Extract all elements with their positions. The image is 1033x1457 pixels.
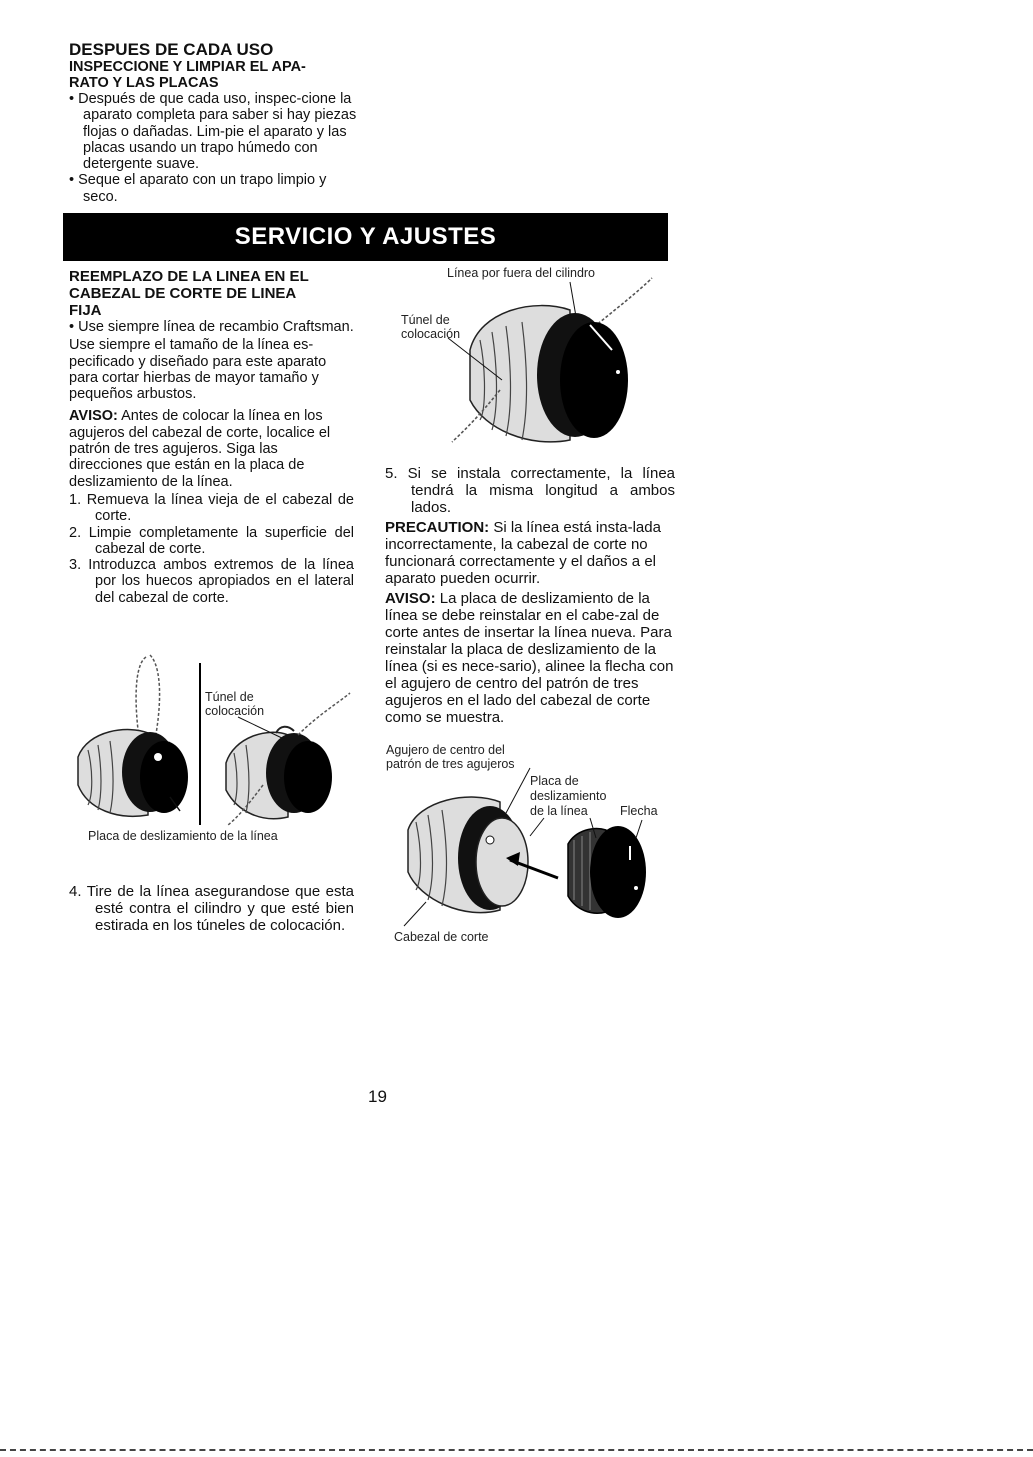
replace-title-3: FIJA	[69, 302, 102, 319]
section-subtitle-line-1: INSPECCIONE Y LIMPIAR EL APA-	[69, 59, 306, 75]
step-5: 5. Si se instala correctamente, la línea tendrá la misma longitud a ambos lados.	[385, 465, 675, 516]
step-1: 1. Remueva la línea vieja de el cabezal de corte.	[69, 491, 354, 525]
section-subtitle-line-2: RATO Y LAS PLACAS	[69, 75, 219, 91]
step-4-block	[69, 883, 354, 934]
fig3-label-arrow: Flecha	[620, 804, 658, 818]
fig1-label-tunnel-1: Túnel de	[205, 690, 254, 704]
bullet-dry: • Seque el aparato con un trapo limpio y seco.	[69, 172, 327, 205]
figure-line-slide-plate	[88, 645, 358, 840]
page-number: 19	[368, 1087, 387, 1106]
fig3-slide-plate	[568, 826, 646, 918]
step-3: 3. Introduzca ambos extremos de la línea por los huecos apropiados en el lateral del cabezal de corte.	[69, 557, 354, 606]
section-banner: SERVICIO Y AJUSTES	[63, 213, 668, 261]
aviso-right-text: La placa de deslizamiento de la línea se debe reinstalar en el cabe-zal de corte antes de insertar la línea nueva. Para reinstalar la placa de deslizamiento de la línea (si es nece-sario), alinee la flecha con el agujero de centro del patrón de tres agujeros en el lado del cabezal de corte como se muestra.	[385, 590, 674, 726]
aviso-right-paragraph	[385, 590, 675, 726]
fig1-label-tunnel-2: colocación	[205, 704, 265, 718]
step-4: 4. Tire de la línea asegurandose que esta esté contra el cilindro y que esté bien estirada en los túneles de colocación.	[69, 883, 354, 934]
fig3-label-hole-1: Agujero de centro del	[386, 743, 505, 757]
fig2-label-tunnel-2: colocación	[401, 327, 461, 341]
fig1-caption: Placa de deslizamiento de la línea	[88, 829, 278, 843]
right-text-block	[385, 465, 675, 726]
fig3-cutting-head	[408, 797, 528, 913]
fig3-label-head: Cabezal de corte	[394, 930, 489, 944]
bullet-craftsman: • Use siempre línea de recambio Craftsman.	[69, 319, 354, 335]
figure-plate-reinstall	[380, 760, 680, 935]
replace-line-section	[69, 268, 354, 606]
figure-line-outside-cylinder	[440, 270, 670, 470]
fig3-arrow-pointer	[636, 820, 642, 838]
precaution-paragraph	[385, 519, 675, 587]
replace-title-1: REEMPLAZO DE LA LINEA EN EL	[69, 268, 309, 285]
fig3-label-plate-2: deslizamiento	[530, 789, 607, 803]
page-bottom-rule	[0, 1449, 1033, 1451]
fig1-line-out	[298, 693, 350, 735]
step-2: 2. Limpie completamente la superficie del cabezal de corte.	[69, 524, 354, 557]
line-size-paragraph: Use siempre el tamaño de la línea es-pecificado y diseñado para este aparato para cortar hierbas de mayor tamaño y pequeños arbustos.	[69, 337, 327, 403]
fig2-label-tunnel-1: Túnel de	[401, 313, 450, 327]
fig3-label-plate-3: de la línea	[530, 804, 588, 818]
replace-title-2: CABEZAL DE CORTE DE LINEA	[69, 285, 297, 302]
bullet-inspect: • Después de que cada uso, inspec-cione la aparato completa para saber si hay piezas flojas o dañadas. Lim-pie el aparato y las placas usando un trapo húmedo con detergente suave.	[69, 91, 357, 173]
aviso-text: Antes de colocar la línea en los agujeros del cabezal de corte, localice el patrón de tres agujeros. Siga las direcciones que están en la placa de deslizamiento de la línea.	[69, 408, 331, 490]
precaution-label: PRECAUTION:	[385, 519, 490, 536]
fig3-head-leader	[404, 902, 426, 926]
fig3-label-hole-2: patrón de tres agujeros	[386, 757, 515, 771]
aviso-right-label: AVISO:	[385, 590, 436, 607]
fig2-label-top: Línea por fuera del cilindro	[447, 266, 596, 280]
aviso-label: AVISO:	[69, 408, 118, 425]
fig1-head-left	[78, 730, 188, 817]
section-title: DESPUES DE CADA USO	[69, 40, 274, 59]
fig3-label-plate-1: Placa de	[530, 774, 579, 788]
aviso-paragraph	[69, 408, 354, 489]
fig2-line-top	[590, 278, 652, 330]
after-use-section	[69, 40, 359, 205]
fig1-head-right	[226, 727, 332, 819]
precaution-text: Si la línea está insta-lada incorrectamente, la cabezal de corte no funcionará correctamente y el daños a el aparato pueden ocurrir.	[385, 519, 661, 587]
fig3-plate-leader	[530, 818, 544, 836]
